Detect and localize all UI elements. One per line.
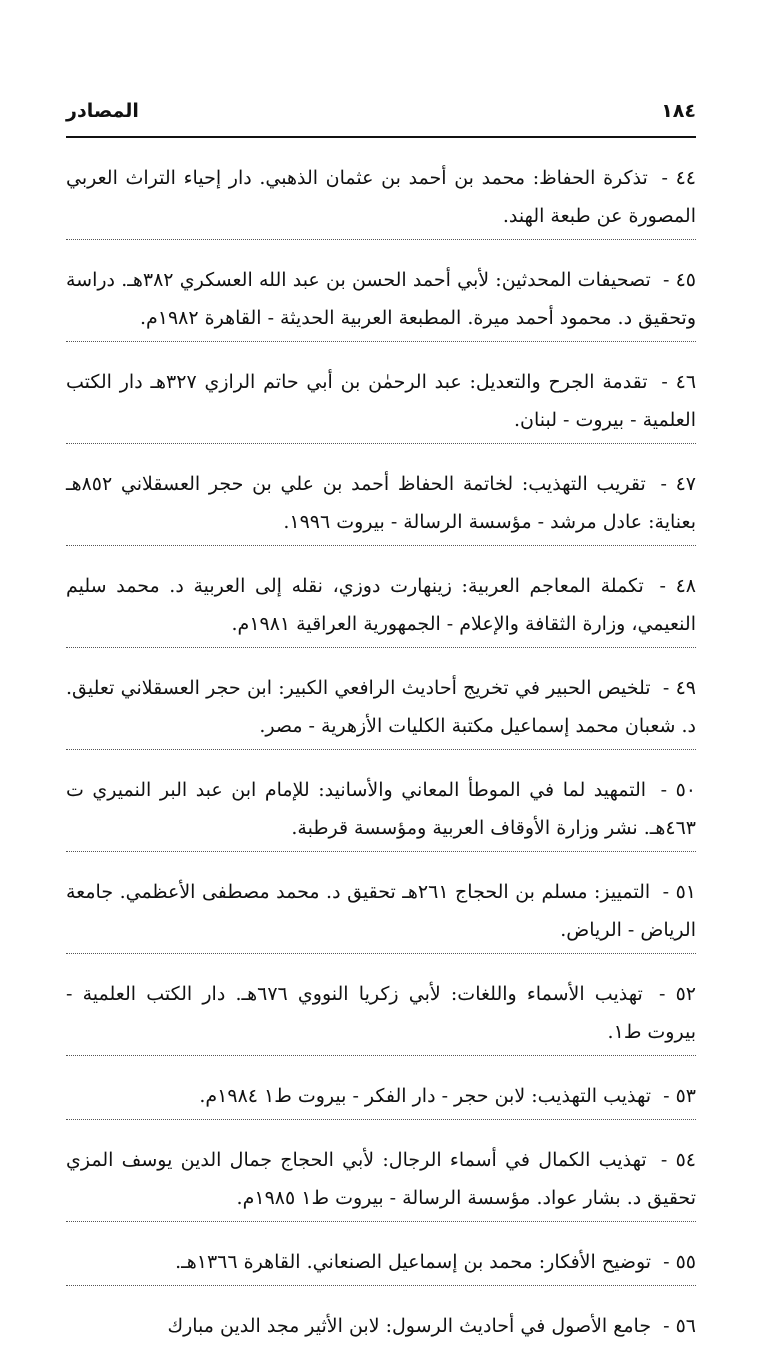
entry-number: ٥٤ -	[652, 1149, 696, 1171]
bibliography-entry	[66, 259, 696, 342]
bibliography-entry	[66, 565, 696, 648]
entry-number: ٥٣ -	[657, 1085, 696, 1107]
entry-number: ٥٠ -	[652, 779, 697, 801]
entry-text: تهذيب الأسماء واللغات: لأبي زكريا النووي ٦٧٦هـ. دار الكتب العلمية - بيروت ط١.	[66, 983, 696, 1043]
bibliography-entry	[66, 1139, 696, 1222]
entry-number: ٥٢ -	[648, 983, 697, 1005]
entry-number: ٤٦ -	[653, 371, 697, 393]
entry-number: ٤٨ -	[649, 575, 696, 597]
running-header	[66, 100, 696, 138]
entry-number: ٥١ -	[656, 881, 697, 903]
entry-text: تهذيب التهذيب: لابن حجر - دار الفكر - بيروت ط١ ١٩٨٤م.	[199, 1085, 652, 1107]
entry-text: تقريب التهذيب: لخاتمة الحفاظ أحمد بن علي بن حجر العسقلاني ٨٥٢هـ بعناية: عادل مرشد - مؤسسة الرسالة - بيروت ١٩٩٦.	[66, 473, 696, 533]
bibliography-entry	[66, 463, 696, 546]
entry-number: ٥٥ -	[657, 1251, 696, 1273]
bibliography-entry	[66, 1075, 696, 1120]
entry-text: جامع الأصول في أحاديث الرسول: لابن الأثير مجد الدين مبارك	[167, 1315, 652, 1337]
book-page	[66, 100, 696, 1368]
bibliography-entry	[66, 667, 696, 750]
bibliography-entry	[66, 769, 696, 852]
entry-text: تهذيب الكمال في أسماء الرجال: لأبي الحجاج جمال الدين يوسف المزي تحقيق د. بشار عواد. مؤسسة الرسالة - بيروت ط١ ١٩٨٥م.	[66, 1149, 696, 1209]
entry-text: تصحيفات المحدثين: لأبي أحمد الحسن بن عبد الله العسكري ٣٨٢هـ. دراسة وتحقيق د. محمود أحمد ميرة. المطبعة العربية الحديثة - القاهرة ١٩٨٢م.	[66, 269, 696, 329]
bibliography-list	[66, 157, 696, 1349]
bibliography-entry	[66, 973, 696, 1056]
entry-text: التمييز: مسلم بن الحجاج ٢٦١هـ تحقيق د. محمد مصطفى الأعظمي. جامعة الرياض - الرياض.	[66, 881, 696, 941]
entry-number: ٥٦ -	[657, 1315, 696, 1337]
entry-text: توضيح الأفكار: محمد بن إسماعيل الصنعاني. القاهرة ١٣٦٦هـ.	[175, 1251, 652, 1273]
entry-text: تكملة المعاجم العربية: زينهارت دوزي، نقله إلى العربية د. محمد سليم النعيمي، وزارة الثقافة والإعلام - الجمهورية العراقية ١٩٨١م.	[66, 575, 696, 635]
entry-number: ٤٥ -	[656, 269, 697, 291]
entry-text: التمهيد لما في الموطأ المعاني والأسانيد: للإمام ابن عبد البر النميري ت ٤٦٣هـ. نشر وزارة الأوقاف العربية ومؤسسة قرطبة.	[66, 779, 696, 839]
bibliography-entry	[66, 361, 696, 444]
entry-text: تقدمة الجرح والتعديل: عبد الرحمٰن بن أبي حاتم الرازي ٣٢٧هـ دار الكتب العلمية - بيروت - لبنان.	[66, 371, 696, 431]
bibliography-entry	[66, 1241, 696, 1286]
entry-text: تلخيص الحبير في تخريج أحاديث الرافعي الكبير: ابن حجر العسقلاني تعليق. د. شعبان محمد إسماعيل مكتبة الكليات الأزهرية - مصر.	[66, 677, 696, 737]
page-number: ١٨٤	[661, 100, 696, 122]
entry-text: تذكرة الحفاظ: محمد بن أحمد بن عثمان الذهبي. دار إحياء التراث العربي المصورة عن طبعة الهند.	[66, 167, 696, 227]
bibliography-entry	[66, 157, 696, 240]
bibliography-entry	[66, 1305, 696, 1349]
entry-number: ٤٤ -	[653, 167, 696, 189]
entry-number: ٤٧ -	[651, 473, 697, 495]
entry-number: ٤٩ -	[656, 677, 697, 699]
bibliography-entry	[66, 871, 696, 954]
running-title: المصادر	[66, 100, 139, 122]
